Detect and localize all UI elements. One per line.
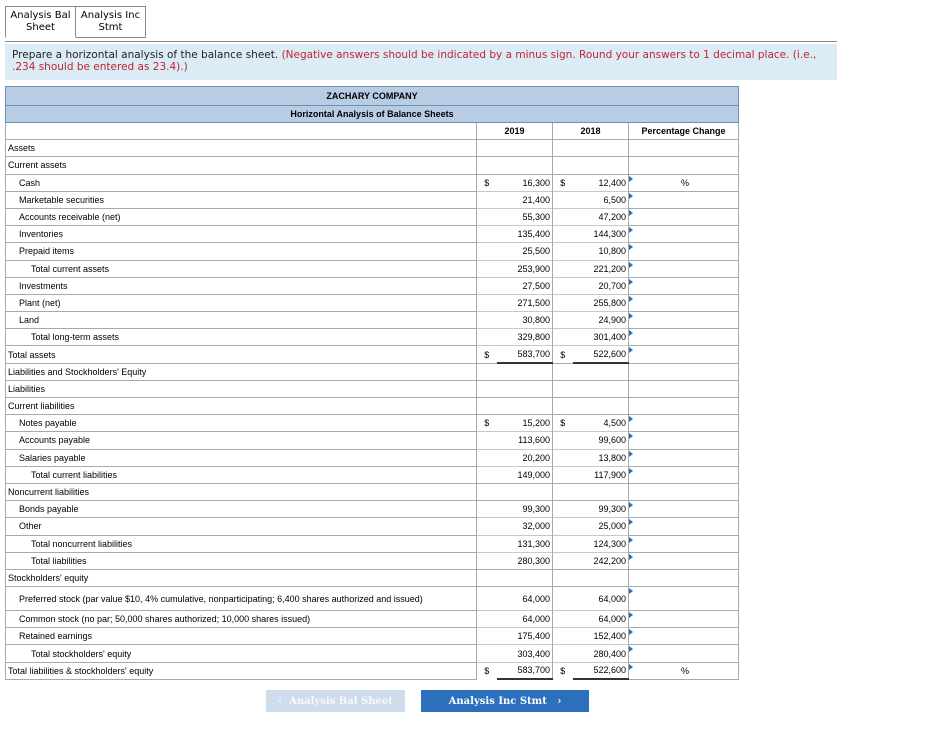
value-2018-cell [573,645,629,662]
table-row [6,329,739,346]
col-header-2018: 2018 [553,123,629,140]
prev-button[interactable] [266,690,405,712]
row-label: Marketable securities [6,191,477,208]
dollar-sign-2018 [553,226,573,243]
dropdown-marker-icon[interactable] [629,313,633,319]
tab-bar [5,6,146,38]
empty-cell [629,363,739,380]
percentage-change-input[interactable] [629,535,739,552]
value-2019: 30,800 [497,312,553,329]
table-row [6,483,739,500]
percentage-change-input[interactable] [629,628,739,645]
value-2019: 271,500 [497,294,553,311]
dollar-sign-2018 [553,277,573,294]
empty-cell [629,380,739,397]
table-row [6,611,739,628]
value-2019: 583,700 [497,662,553,679]
empty-cell [553,380,629,397]
dollar-sign-2019 [477,191,497,208]
dollar-sign-2019 [477,552,497,569]
percentage-change-input[interactable] [629,449,739,466]
dropdown-marker-icon[interactable] [629,433,633,439]
dollar-sign-2018: $ [553,662,573,679]
table-row [6,243,739,260]
dollar-sign-2019 [477,645,497,662]
dollar-sign-2018 [553,535,573,552]
table-row [6,449,739,466]
value-2019: 20,200 [497,449,553,466]
dollar-sign-2019 [477,518,497,535]
dollar-sign-2018 [553,294,573,311]
instruction-text: Prepare a horizontal analysis of the balance sheet. [12,49,279,61]
company-name: ZACHARY COMPANY [6,87,739,106]
table-row [6,628,739,645]
dropdown-marker-icon[interactable] [629,193,633,199]
dollar-sign-2019 [477,628,497,645]
value-2018-cell [573,415,629,432]
dropdown-marker-icon[interactable] [629,629,633,635]
value-2019: 64,000 [497,611,553,628]
empty-cell [553,398,629,415]
table-row [6,415,739,432]
dollar-sign-2019 [477,501,497,518]
value-2018-cell [573,501,629,518]
dollar-sign-2019: $ [477,662,497,679]
value-2019: 55,300 [497,208,553,225]
row-label: Bonds payable [6,501,477,518]
value-2018: 144,300 [593,229,626,240]
dollar-sign-2019 [477,226,497,243]
table-row [6,645,739,662]
dollar-sign-2018 [553,208,573,225]
row-label: Preferred stock (par value $10, 4% cumulative, nonparticipating; 6,400 shares authorized and issued) [6,587,477,611]
instruction-banner [5,44,837,80]
table-row [6,277,739,294]
table-row [6,569,739,586]
value-2018-cell [573,174,629,191]
empty-cell [477,569,553,586]
value-2019: 15,200 [497,415,553,432]
row-label: Total stockholders' equity [6,645,477,662]
value-2018: 99,300 [598,504,626,515]
dollar-sign-2018 [553,191,573,208]
value-2018-cell [573,587,629,611]
value-2018-cell [573,191,629,208]
value-2018: 10,800 [598,246,626,257]
chevron-right-icon: › [546,695,562,707]
value-2018-cell [573,466,629,483]
dropdown-marker-icon[interactable] [629,588,633,594]
value-2018-cell [573,226,629,243]
percentage-change-input[interactable] [629,277,739,294]
value-2018-cell [573,243,629,260]
value-2019: 131,300 [497,535,553,552]
value-2019: 21,400 [497,191,553,208]
dropdown-marker-icon[interactable] [629,537,633,543]
value-2018: 47,200 [598,212,626,223]
percentage-change-input[interactable] [629,312,739,329]
dropdown-marker-icon[interactable] [629,262,633,268]
value-2018-cell [573,628,629,645]
value-2018: 301,400 [593,332,626,343]
dropdown-marker-icon[interactable] [629,612,633,618]
dollar-sign-2019 [477,260,497,277]
row-label: Liabilities [6,380,477,397]
value-2018-cell [573,346,629,363]
dropdown-marker-icon[interactable] [629,347,633,353]
value-2018-cell [573,432,629,449]
dollar-sign-2018 [553,260,573,277]
chevron-left-icon: ‹ [278,695,290,707]
value-2019: 583,700 [497,346,553,363]
dollar-sign-2019 [477,432,497,449]
table-row [6,226,739,243]
value-2018: 221,200 [593,263,626,274]
value-2019: 99,300 [497,501,553,518]
tab-analysis-inc-stmt[interactable] [76,6,146,38]
dollar-sign-2018 [553,243,573,260]
row-label: Accounts receivable (net) [6,208,477,225]
value-2018-cell [573,329,629,346]
percentage-change-input[interactable] [629,260,739,277]
table-row [6,380,739,397]
empty-cell [553,569,629,586]
dollar-sign-2018 [553,329,573,346]
table-row [6,208,739,225]
value-2019: 149,000 [497,466,553,483]
dollar-sign-2018: $ [553,174,573,191]
empty-cell [477,398,553,415]
row-label: Total liabilities [6,552,477,569]
table-row [6,294,739,311]
empty-cell [553,483,629,500]
percentage-change-input[interactable] [629,226,739,243]
table-row [6,518,739,535]
dollar-sign-2018: $ [553,346,573,363]
dropdown-marker-icon[interactable] [629,451,633,457]
value-2018-cell [573,208,629,225]
row-label: Liabilities and Stockholders' Equity [6,363,477,380]
value-2018-cell [573,535,629,552]
row-label: Other [6,518,477,535]
percentage-change-input[interactable] [629,466,739,483]
dropdown-marker-icon[interactable] [629,244,633,250]
percentage-change-input[interactable] [629,645,739,662]
value-2018: 124,300 [593,538,626,549]
row-label: Prepaid items [6,243,477,260]
dollar-sign-2019 [477,587,497,611]
value-2018: 255,800 [593,297,626,308]
row-label: Total liabilities & stockholders' equity [6,662,477,679]
value-2018: 25,000 [598,521,626,532]
table-row [6,140,739,157]
table-row [6,587,739,611]
tab-label-line1: Analysis Inc [80,10,141,21]
tab-label-line2: Sheet [26,22,55,33]
row-label: Notes payable [6,415,477,432]
table-row [6,260,739,277]
row-label: Noncurrent liabilities [6,483,477,500]
empty-cell [629,569,739,586]
empty-cell [629,140,739,157]
value-2019: 25,500 [497,243,553,260]
dollar-sign-2019 [477,535,497,552]
percentage-change-input[interactable]: % [629,174,739,191]
dollar-sign-2019: $ [477,346,497,363]
value-2019: 135,400 [497,226,553,243]
table-row [6,466,739,483]
percentage-change-input[interactable] [629,501,739,518]
empty-cell [553,140,629,157]
dropdown-marker-icon[interactable] [629,646,633,652]
dollar-sign-2018 [553,449,573,466]
empty-cell [477,483,553,500]
percentage-change-input[interactable] [629,587,739,611]
row-label: Total long-term assets [6,329,477,346]
tab-label-line1: Analysis Bal [10,10,71,21]
dollar-sign-2018 [553,518,573,535]
value-2019: 27,500 [497,277,553,294]
empty-cell [477,380,553,397]
value-2018: 4,500 [603,418,626,429]
row-label: Accounts payable [6,432,477,449]
dropdown-marker-icon[interactable] [629,296,633,302]
value-2018-cell [573,260,629,277]
dollar-sign-2019 [477,243,497,260]
percentage-change-input[interactable] [629,208,739,225]
value-2018-cell [573,552,629,569]
dropdown-marker-icon[interactable] [629,502,633,508]
dollar-sign-2019 [477,449,497,466]
value-2019: 175,400 [497,628,553,645]
row-label: Investments [6,277,477,294]
value-2018: 64,000 [598,614,626,625]
dollar-sign-2018 [553,628,573,645]
table-row [6,501,739,518]
row-label: Land [6,312,477,329]
value-2018: 522,600 [593,665,626,676]
table-row [6,432,739,449]
dropdown-marker-icon[interactable] [629,519,633,525]
value-2018: 12,400 [598,177,626,188]
dollar-sign-2018 [553,611,573,628]
dollar-sign-2019: $ [477,415,497,432]
tab-divider [5,41,837,42]
row-label: Total noncurrent liabilities [6,535,477,552]
value-2018: 152,400 [593,631,626,642]
dollar-sign-2018 [553,501,573,518]
row-label: Stockholders' equity [6,569,477,586]
value-2018: 280,400 [593,648,626,659]
table-row [6,191,739,208]
dollar-sign-2019 [477,294,497,311]
col-header-2019: 2019 [477,123,553,140]
table-row [6,157,739,174]
dollar-sign-2018 [553,432,573,449]
dollar-sign-2018 [553,645,573,662]
percentage-change-input[interactable] [629,611,739,628]
row-label: Cash [6,174,477,191]
percentage-change-input[interactable] [629,432,739,449]
percentage-change-input[interactable]: % [629,662,739,679]
row-label: Salaries payable [6,449,477,466]
dollar-sign-2019 [477,329,497,346]
row-label: Current assets [6,157,477,174]
value-2018: 242,200 [593,555,626,566]
value-2019: 303,400 [497,645,553,662]
dollar-sign-2019 [477,466,497,483]
percentage-change-input[interactable] [629,191,739,208]
value-2018-cell [573,277,629,294]
empty-cell [477,157,553,174]
row-label: Total current assets [6,260,477,277]
value-2018-cell [573,662,629,679]
dropdown-marker-icon[interactable] [629,468,633,474]
row-label: Current liabilities [6,398,477,415]
value-2018-cell [573,611,629,628]
row-label: Retained earnings [6,628,477,645]
next-button-label: Analysis Inc Stmt [448,695,547,707]
table-row [6,174,739,191]
percentage-change-input[interactable] [629,552,739,569]
dropdown-marker-icon[interactable] [629,176,633,182]
dollar-sign-2019 [477,312,497,329]
dollar-sign-2018: $ [553,415,573,432]
empty-cell [477,363,553,380]
row-label: Total assets [6,346,477,363]
dollar-sign-2018 [553,466,573,483]
row-label: Assets [6,140,477,157]
value-2018: 117,900 [594,469,626,480]
table-row [6,363,739,380]
dropdown-marker-icon[interactable] [629,664,633,670]
table-row [6,535,739,552]
value-2018: 99,600 [598,435,626,446]
row-label: Total current liabilities [6,466,477,483]
table-row [6,346,739,363]
value-2018-cell [573,518,629,535]
value-2019: 64,000 [497,587,553,611]
instruction-note: (Negative answers should be indicated by a minus sign. Round your answers to 1 decimal place. (i.e., .234 should be entered as 23.4).) [12,49,817,73]
percentage-change-input[interactable] [629,518,739,535]
empty-cell [553,363,629,380]
value-2018: 522,600 [593,349,626,360]
empty-cell [629,398,739,415]
empty-cell [629,157,739,174]
dropdown-marker-icon[interactable] [629,210,633,216]
percentage-change-input[interactable] [629,329,739,346]
empty-cell [629,483,739,500]
dollar-sign-2018 [553,587,573,611]
value-2018-cell [573,312,629,329]
horizontal-analysis-table [5,86,739,680]
percentage-change-input[interactable] [629,243,739,260]
row-label: Inventories [6,226,477,243]
dropdown-marker-icon[interactable] [629,330,633,336]
value-2019: 253,900 [497,260,553,277]
value-2018: 24,900 [598,315,626,326]
dropdown-marker-icon[interactable] [629,279,633,285]
percentage-change-input[interactable] [629,294,739,311]
value-2018: 6,500 [603,194,626,205]
tab-label-line2: Stmt [98,22,123,33]
dollar-sign-2019 [477,277,497,294]
next-button[interactable] [421,690,589,712]
dollar-sign-2018 [553,552,573,569]
dollar-sign-2018 [553,312,573,329]
percentage-change-input[interactable] [629,415,739,432]
dropdown-marker-icon[interactable] [629,416,633,422]
empty-cell [477,140,553,157]
percentage-change-input[interactable] [629,346,739,363]
empty-cell [553,157,629,174]
table-title: Horizontal Analysis of Balance Sheets [6,106,739,123]
tab-analysis-bal-sheet[interactable] [5,6,76,38]
dollar-sign-2019 [477,611,497,628]
value-2018: 13,800 [598,452,626,463]
prev-button-label: Analysis Bal Sheet [289,695,393,707]
table-row [6,662,739,679]
value-2018-cell [573,449,629,466]
value-2018: 20,700 [598,280,626,291]
value-2019: 16,300 [497,174,553,191]
table-row [6,312,739,329]
dropdown-marker-icon[interactable] [629,554,633,560]
row-label: Common stock (no par; 50,000 shares authorized; 10,000 shares issued) [6,611,477,628]
dollar-sign-2019: $ [477,174,497,191]
value-2018: 64,000 [598,593,626,604]
dollar-sign-2019 [477,208,497,225]
value-2019: 113,600 [497,432,553,449]
value-2019: 32,000 [497,518,553,535]
value-2019: 329,800 [497,329,553,346]
value-2019: 280,300 [497,552,553,569]
table-row [6,552,739,569]
value-2018-cell [573,294,629,311]
row-label: Plant (net) [6,294,477,311]
table-row [6,398,739,415]
col-header-percentage-change: Percentage Change [629,123,739,140]
dropdown-marker-icon[interactable] [629,227,633,233]
